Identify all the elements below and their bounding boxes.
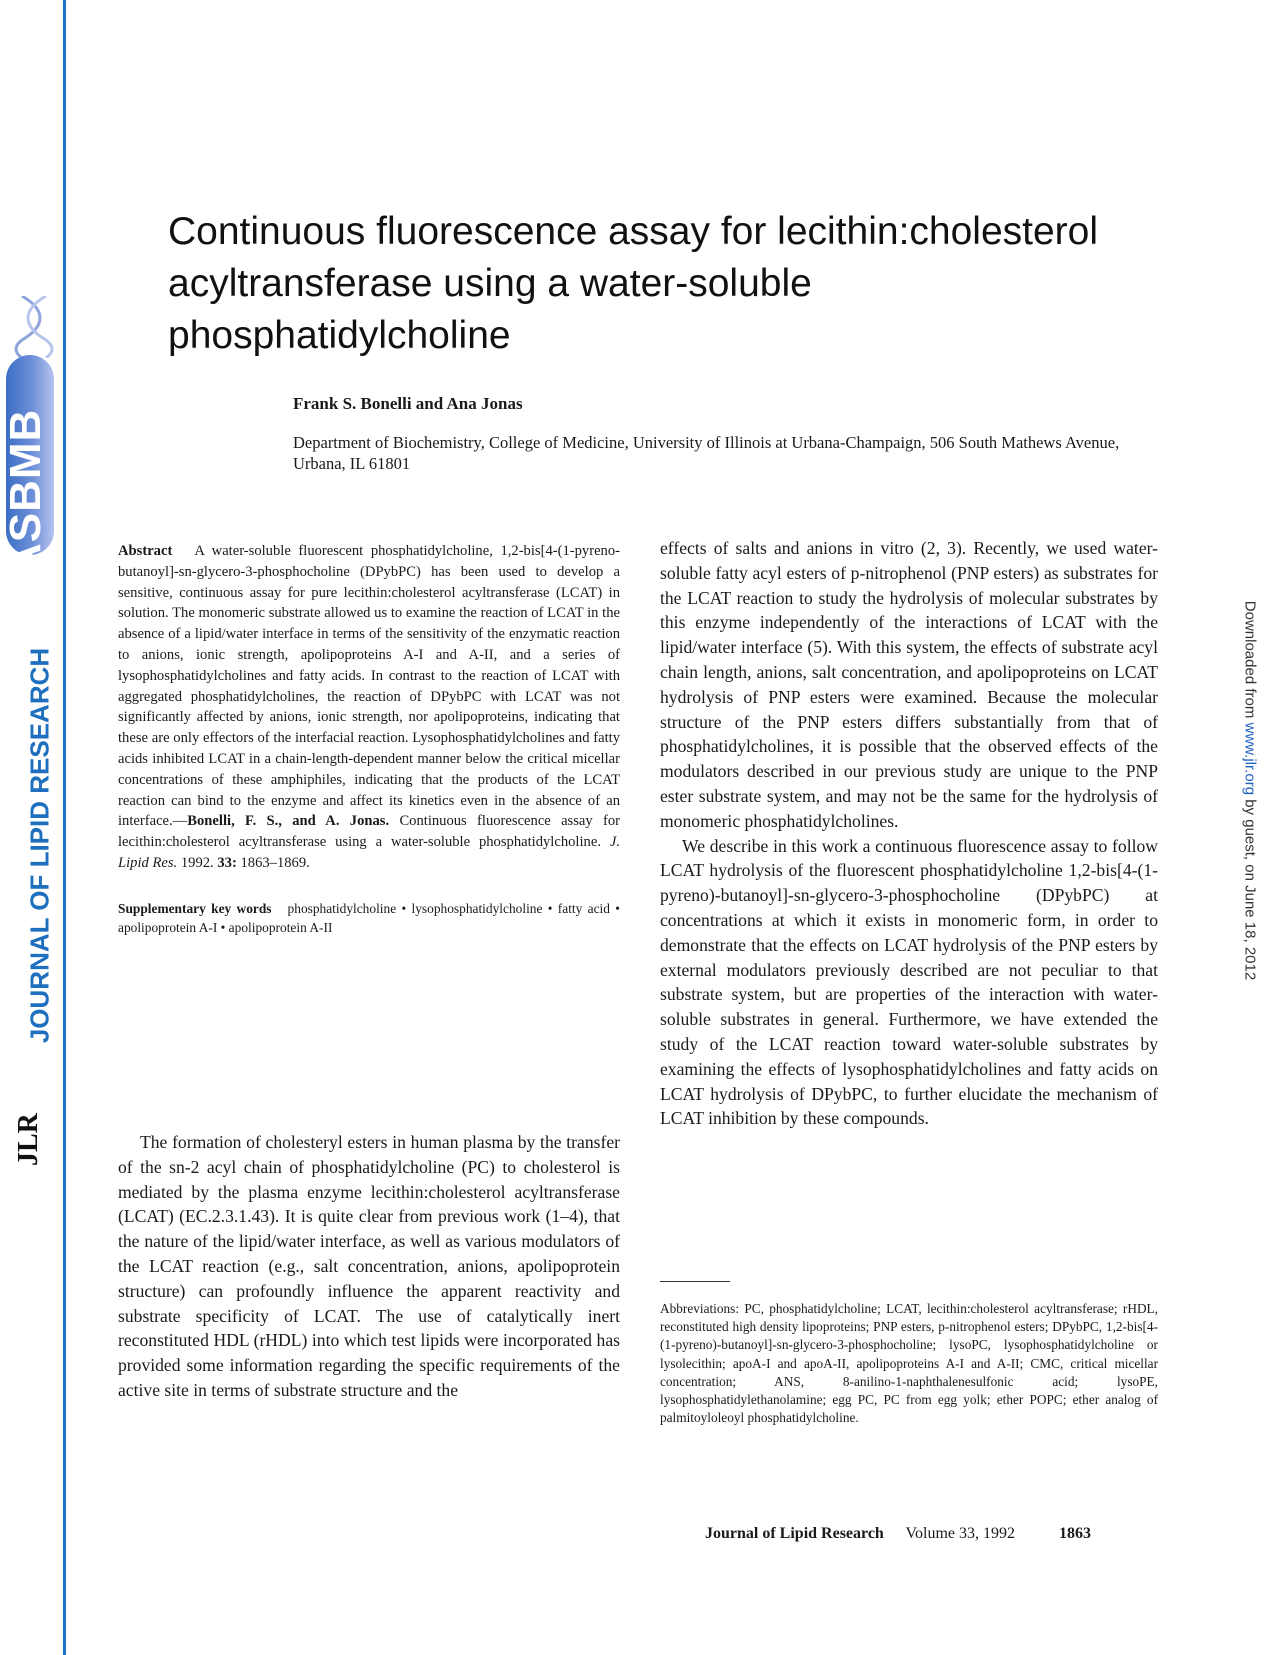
download-prefix: Downloaded from — [1241, 600, 1259, 723]
download-note — [1242, 581, 1259, 1001]
jlr-link[interactable]: www.jlr.org — [1241, 722, 1259, 796]
citation-year: 1992. — [180, 854, 214, 871]
intro-paragraph: The formation of cholesteryl esters in human plasma by the transfer of the sn-2 acyl chain of phosphatidylcholine (PC) to cholesterol is mediated by the plasma enzyme lecithin:cholesterol acyltransferase (LCAT) (EC.2.3.1.43). It is quite clear from previous work (1–4), that the nature of the lipid/water interface, as well as various modulators of the LCAT reaction (e.g., salt concentration, anions, apolipoprotein structure) can profoundly influence the apparent reactivity and substrate specificity of LCAT. The use of catalytically inert reconstituted HDL (rHDL) into which test lipids were incorporated has provided some information regarding the specific requirements of the active site in terms of substrate structure and the — [118, 1132, 620, 1400]
journal-name-vertical: JOURNAL OF LIPID RESEARCH — [24, 647, 55, 1044]
page-number: 1863 — [1059, 1525, 1092, 1542]
abstract-text: A water-soluble fluorescent phosphatidylcholine, 1,2-bis[4-(1-pyreno-butanoyl]-sn-glycero-3-phosphocholine (DPybPC) has been used to develop a sensitive, continuous assay for pure lecithin:cholesterol acyltransferase (LCAT) in solution. The monomeric substrate allowed us to examine the reaction of LCAT in the absence of a lipid/water interface in terms of the sensitivity of the enzymatic reaction to anions, ionic strength, apolipoproteins A-I and A-II, and a series of lysophosphatidylcholines and fatty acids. In contrast to the reaction of LCAT with aggregated phosphatidylcholines, the reaction of DPybPC with LCAT was not significantly affected by anions, ionic strength, nor apolipoproteins, indicating that these are only effectors of the interfacial reaction. Lysophosphatidylcholines and fatty acids inhibited LCAT in a chain-length-dependent manner below the critical micellar concentrations of these amphiphiles, indicating that the products of the LCAT reaction can bind to the enzyme and affect its kinetics even in the absence of an interface.— — [118, 543, 621, 830]
left-margin-rule — [63, 0, 66, 1655]
abbreviations-footnote: Abbreviations: PC, phosphatidylcholine; LCAT, lecithin:cholesterol acyltransferase; rHDL, reconstituted high density lipoproteins; PNP esters, p-nitrophenol esters; DPybPC, 1,2-bis[4-(1-pyreno)-butanoyl]-sn-glycero-3-phosphocholine; lysoPC, lysophosphatidylcholine or lysolecithin; apoA-I and apoA-II, apolipoproteins A-I and A-II; CMC, critical micellar concentration; ANS, 8-anilino-1-naphthalenesulfonic acid; lysoPE, lysophosphatidylethanolamine; egg PC, PC from egg yolk; ether POPC; ether analog of palmitoyloleoyl phosphatidylcholine. — [660, 1301, 1158, 1426]
keywords — [118, 900, 620, 938]
affiliation: Department of Biochemistry, College of Medicine, University of Illinois at Urbana-Champaign, 506 South Mathews Avenue, Urbana, IL 61801 — [293, 433, 1120, 473]
keywords-text: phosphatidylcholine • lysophosphatidylcholine • fatty acid • apolipoprotein A-I • apolipoprotein A-II — [118, 900, 620, 935]
abstract-label: Abstract — [118, 543, 173, 559]
right-paragraph-2: We describe in this work a continuous fluorescence assay to follow LCAT hydrolysis of the fluorescent phosphatidylcholine 1,2-bis[4-(1-pyreno)-butanoyl]-sn-glycero-3-phosphocholine (DPybPC) at concentrations at which it exists in monomeric form, in order to demonstrate that the effects on LCAT hydrolysis of the PNP esters by external modulators previously described are not peculiar to that substrate system, but are properties of the interaction with water-soluble substrates in general. Furthermore, we have extended the study of the LCAT reaction toward water-soluble substrates by examining the effects of lysophosphatidylcholines and fatty acids on LCAT hydrolysis of DPybPC, to further elucidate the mechanism of LCAT inhibition by these compounds. — [660, 835, 1158, 1129]
citation-authors: Bonelli, F. S., and A. Jonas. — [187, 813, 390, 830]
citation-pages: 1863–1869. — [240, 854, 310, 871]
footnote-rule — [660, 1281, 730, 1282]
page-footer — [705, 1525, 1091, 1543]
download-suffix: by guest, on June 18, 2012 — [1241, 795, 1259, 981]
intro-column — [118, 1130, 620, 1403]
right-paragraph-1: effects of salts and anions in vitro (2, 3). Recently, we used water-soluble fatty acyl esters of p-nitrophenol (PNP esters) as substrates for the LCAT reaction to study the hydrolysis of molecular substrates by this enzyme independently of the interactions of LCAT with the lipid/water interface (5). With this system, the effects of substrate acyl chain length, anions, salt concentration, and apolipoproteins on LCAT hydrolysis of PNP esters were examined. Because the molecular structure of the PNP esters differs substantially from that of phosphatidylcholines, it is possible that the observed effects of the modulators described in our previous study are unique to the PNP ester substrate system, and may not be the same for the hydrolysis of monomeric phosphatidylcholines. — [660, 538, 1158, 831]
right-column — [660, 536, 1158, 1131]
abstract — [118, 541, 620, 874]
citation-volume: 33: — [217, 854, 237, 871]
article-title: Continuous fluorescence assay for lecithin:cholesterol acyltransferase using a water-soluble phosphatidylcholine — [168, 210, 1099, 357]
footer-volume: Volume 33, 1992 — [905, 1525, 1016, 1542]
footer-journal: Journal of Lipid Research — [705, 1525, 884, 1542]
authors: Frank S. Bonelli and Ana Jonas — [293, 394, 523, 413]
asbmb-logo-text: ASBMB — [1, 408, 50, 575]
citation-text: Continuous fluorescence assay for lecithin:cholesterol acyltransferase using a water-soluble phosphatidylcholine. — [118, 813, 621, 851]
abstract-column — [118, 541, 620, 937]
jlr-logo: JLR — [13, 1113, 44, 1166]
keywords-label: Supplementary key words — [118, 900, 272, 916]
citation-journal: J. Lipid Res. — [118, 834, 620, 871]
dna-helix-icon — [14, 296, 54, 358]
